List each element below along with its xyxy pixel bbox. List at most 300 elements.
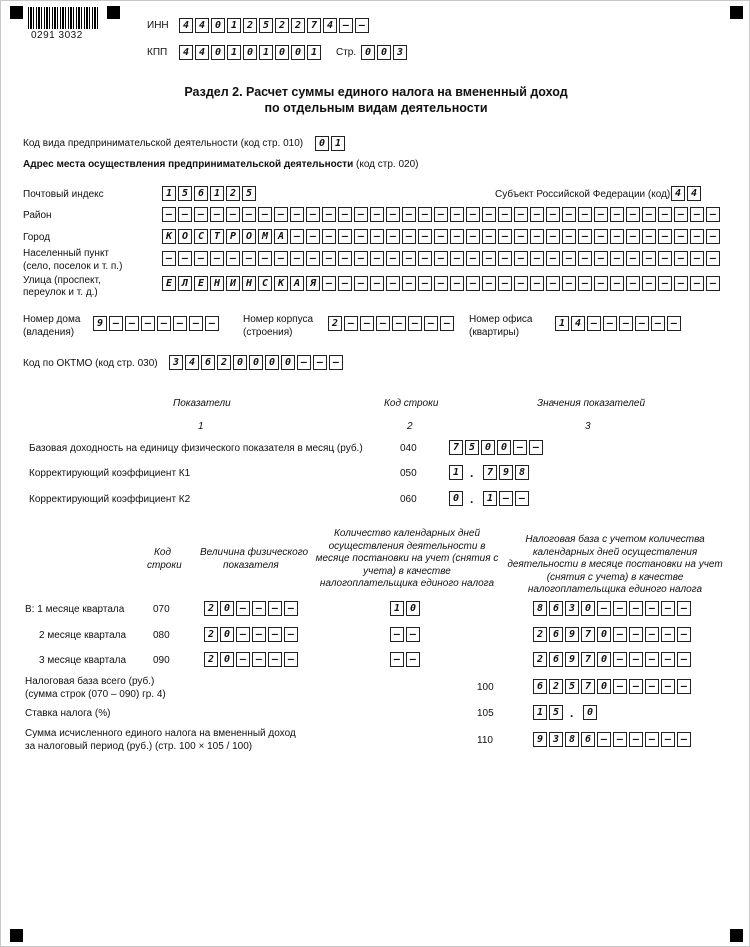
char-cell[interactable]: – [297, 355, 311, 370]
char-cell[interactable]: – [354, 207, 368, 222]
char-cell[interactable]: – [424, 316, 438, 331]
char-cell[interactable]: – [645, 627, 659, 642]
char-cell[interactable]: – [205, 316, 219, 331]
char-cell[interactable]: – [594, 229, 608, 244]
char-cell[interactable]: – [173, 316, 187, 331]
char-cell[interactable]: – [661, 601, 675, 616]
char-cell[interactable]: – [514, 251, 528, 266]
char-cell[interactable]: – [125, 316, 139, 331]
char-cell[interactable]: – [386, 251, 400, 266]
char-cell[interactable]: – [268, 601, 282, 616]
char-cell[interactable]: – [658, 276, 672, 291]
char-cell[interactable]: 1 [533, 705, 547, 720]
char-cell[interactable]: – [610, 251, 624, 266]
char-cell[interactable]: – [587, 316, 601, 331]
char-cell[interactable]: – [466, 251, 480, 266]
char-cell[interactable]: – [178, 207, 192, 222]
char-cell[interactable]: 0 [315, 136, 329, 151]
char-cell[interactable]: – [613, 732, 627, 747]
char-cell[interactable]: – [642, 251, 656, 266]
char-cell[interactable]: 9 [565, 627, 579, 642]
char-cell[interactable]: 3 [565, 601, 579, 616]
char-cell[interactable]: 2 [243, 18, 257, 33]
char-cell[interactable]: М [258, 229, 272, 244]
char-cell[interactable]: 1 [210, 186, 224, 201]
char-cell[interactable]: – [530, 207, 544, 222]
char-cell[interactable]: 0 [275, 45, 289, 60]
char-cell[interactable]: – [386, 229, 400, 244]
char-cell[interactable]: – [613, 652, 627, 667]
char-cell[interactable]: – [402, 207, 416, 222]
char-cell[interactable]: – [578, 276, 592, 291]
char-cell[interactable]: – [466, 207, 480, 222]
k2-integer-field[interactable] [449, 491, 465, 506]
char-cell[interactable]: – [594, 276, 608, 291]
char-cell[interactable]: 4 [179, 18, 193, 33]
char-cell[interactable]: – [370, 207, 384, 222]
building-number-field[interactable] [328, 316, 456, 331]
char-cell[interactable]: – [658, 207, 672, 222]
char-cell[interactable]: – [434, 251, 448, 266]
char-cell[interactable]: – [355, 18, 369, 33]
month-1-days-field[interactable] [390, 601, 422, 616]
char-cell[interactable]: – [658, 251, 672, 266]
char-cell[interactable]: К [162, 229, 176, 244]
base-yield-field[interactable] [449, 440, 545, 455]
char-cell[interactable]: 9 [533, 732, 547, 747]
char-cell[interactable]: 8 [515, 465, 529, 480]
char-cell[interactable]: Е [162, 276, 176, 291]
char-cell[interactable]: – [210, 207, 224, 222]
char-cell[interactable]: – [626, 229, 640, 244]
char-cell[interactable]: – [661, 652, 675, 667]
char-cell[interactable]: – [603, 316, 617, 331]
char-cell[interactable]: 0 [220, 601, 234, 616]
char-cell[interactable]: 2 [533, 652, 547, 667]
char-cell[interactable]: – [274, 251, 288, 266]
char-cell[interactable]: 2 [204, 601, 218, 616]
month-2-days-field[interactable] [390, 627, 422, 642]
char-cell[interactable]: – [482, 251, 496, 266]
char-cell[interactable]: – [338, 229, 352, 244]
char-cell[interactable]: – [658, 229, 672, 244]
char-cell[interactable]: – [498, 229, 512, 244]
char-cell[interactable]: – [661, 679, 675, 694]
char-cell[interactable]: – [677, 679, 691, 694]
char-cell[interactable]: А [274, 229, 288, 244]
char-cell[interactable]: – [466, 276, 480, 291]
char-cell[interactable]: – [645, 601, 659, 616]
char-cell[interactable]: 2 [275, 18, 289, 33]
char-cell[interactable]: – [252, 627, 266, 642]
char-cell[interactable]: – [376, 316, 390, 331]
char-cell[interactable]: – [306, 251, 320, 266]
char-cell[interactable]: – [322, 276, 336, 291]
char-cell[interactable]: 6 [549, 601, 563, 616]
month-2-physical-field[interactable] [204, 627, 300, 642]
char-cell[interactable]: А [290, 276, 304, 291]
char-cell[interactable]: – [360, 316, 374, 331]
char-cell[interactable]: – [252, 601, 266, 616]
char-cell[interactable]: 1 [331, 136, 345, 151]
char-cell[interactable]: 1 [483, 491, 497, 506]
char-cell[interactable]: 0 [211, 45, 225, 60]
char-cell[interactable]: – [284, 652, 298, 667]
char-cell[interactable]: 0 [597, 627, 611, 642]
char-cell[interactable]: – [418, 251, 432, 266]
char-cell[interactable]: 1 [162, 186, 176, 201]
char-cell[interactable]: – [498, 207, 512, 222]
month-3-days-field[interactable] [390, 652, 422, 667]
char-cell[interactable]: – [344, 316, 358, 331]
char-cell[interactable]: 6 [533, 679, 547, 694]
char-cell[interactable]: – [515, 491, 529, 506]
char-cell[interactable]: – [546, 276, 560, 291]
char-cell[interactable]: – [194, 207, 208, 222]
char-cell[interactable]: – [370, 251, 384, 266]
char-cell[interactable]: – [610, 207, 624, 222]
char-cell[interactable]: К [274, 276, 288, 291]
char-cell[interactable]: – [354, 251, 368, 266]
char-cell[interactable]: С [258, 276, 272, 291]
char-cell[interactable]: 9 [93, 316, 107, 331]
char-cell[interactable]: 3 [549, 732, 563, 747]
char-cell[interactable]: – [290, 251, 304, 266]
char-cell[interactable]: – [530, 229, 544, 244]
char-cell[interactable]: 7 [581, 652, 595, 667]
char-cell[interactable]: – [354, 229, 368, 244]
char-cell[interactable]: – [594, 207, 608, 222]
char-cell[interactable]: 5 [465, 440, 479, 455]
char-cell[interactable]: – [402, 251, 416, 266]
char-cell[interactable]: – [661, 627, 675, 642]
char-cell[interactable]: – [390, 652, 404, 667]
char-cell[interactable]: – [651, 316, 665, 331]
char-cell[interactable]: – [440, 316, 454, 331]
char-cell[interactable]: – [499, 491, 513, 506]
char-cell[interactable]: Н [242, 276, 256, 291]
char-cell[interactable]: – [629, 627, 643, 642]
char-cell[interactable]: – [386, 276, 400, 291]
char-cell[interactable]: – [386, 207, 400, 222]
k1-fraction-field[interactable] [483, 465, 531, 480]
char-cell[interactable]: – [613, 627, 627, 642]
char-cell[interactable]: – [390, 627, 404, 642]
char-cell[interactable]: 9 [499, 465, 513, 480]
char-cell[interactable]: – [629, 601, 643, 616]
char-cell[interactable]: – [626, 276, 640, 291]
char-cell[interactable]: – [402, 276, 416, 291]
char-cell[interactable]: 1 [227, 45, 241, 60]
char-cell[interactable]: – [268, 652, 282, 667]
char-cell[interactable]: 1 [259, 45, 273, 60]
char-cell[interactable]: – [513, 440, 527, 455]
char-cell[interactable]: 4 [195, 18, 209, 33]
char-cell[interactable]: – [450, 251, 464, 266]
char-cell[interactable]: – [392, 316, 406, 331]
k1-integer-field[interactable] [449, 465, 465, 480]
char-cell[interactable]: – [677, 601, 691, 616]
char-cell[interactable]: – [189, 316, 203, 331]
char-cell[interactable]: И [226, 276, 240, 291]
char-cell[interactable]: – [450, 276, 464, 291]
char-cell[interactable]: 4 [185, 355, 199, 370]
char-cell[interactable]: – [514, 207, 528, 222]
char-cell[interactable]: – [482, 229, 496, 244]
char-cell[interactable]: – [306, 207, 320, 222]
char-cell[interactable]: 2 [204, 652, 218, 667]
char-cell[interactable]: Н [210, 276, 224, 291]
char-cell[interactable]: 7 [483, 465, 497, 480]
char-cell[interactable]: – [562, 207, 576, 222]
char-cell[interactable]: 0 [211, 18, 225, 33]
tax-amount-field[interactable] [533, 732, 693, 747]
char-cell[interactable]: – [370, 229, 384, 244]
char-cell[interactable]: – [562, 251, 576, 266]
char-cell[interactable]: – [306, 229, 320, 244]
char-cell[interactable]: – [706, 276, 720, 291]
char-cell[interactable]: 0 [233, 355, 247, 370]
activity-code-field[interactable] [315, 136, 347, 151]
total-base-field[interactable] [533, 679, 693, 694]
char-cell[interactable]: 0 [597, 679, 611, 694]
char-cell[interactable]: 0 [220, 652, 234, 667]
char-cell[interactable]: 1 [227, 18, 241, 33]
char-cell[interactable]: 0 [581, 601, 595, 616]
char-cell[interactable]: – [408, 316, 422, 331]
char-cell[interactable]: С [194, 229, 208, 244]
char-cell[interactable]: 0 [481, 440, 495, 455]
char-cell[interactable]: – [434, 229, 448, 244]
char-cell[interactable]: – [645, 732, 659, 747]
city-field[interactable] [162, 229, 722, 244]
char-cell[interactable]: 0 [281, 355, 295, 370]
char-cell[interactable]: 5 [242, 186, 256, 201]
char-cell[interactable]: – [626, 207, 640, 222]
char-cell[interactable]: – [642, 207, 656, 222]
char-cell[interactable]: – [610, 276, 624, 291]
char-cell[interactable]: – [629, 732, 643, 747]
char-cell[interactable]: – [674, 251, 688, 266]
char-cell[interactable]: – [629, 679, 643, 694]
inn-field[interactable] [179, 18, 371, 33]
char-cell[interactable]: – [236, 601, 250, 616]
postal-code-field[interactable] [162, 186, 258, 201]
char-cell[interactable]: – [645, 679, 659, 694]
char-cell[interactable]: 2 [549, 679, 563, 694]
char-cell[interactable]: – [418, 207, 432, 222]
char-cell[interactable]: 4 [687, 186, 701, 201]
char-cell[interactable]: – [313, 355, 327, 370]
char-cell[interactable]: 2 [226, 186, 240, 201]
char-cell[interactable]: – [322, 251, 336, 266]
char-cell[interactable]: – [402, 229, 416, 244]
char-cell[interactable]: 1 [390, 601, 404, 616]
char-cell[interactable]: – [450, 229, 464, 244]
char-cell[interactable]: – [546, 229, 560, 244]
oktmo-field[interactable] [169, 355, 345, 370]
k2-fraction-field[interactable] [483, 491, 531, 506]
char-cell[interactable]: 0 [243, 45, 257, 60]
char-cell[interactable]: – [329, 355, 343, 370]
char-cell[interactable]: – [338, 207, 352, 222]
char-cell[interactable]: 1 [307, 45, 321, 60]
char-cell[interactable]: – [354, 276, 368, 291]
char-cell[interactable]: – [194, 251, 208, 266]
char-cell[interactable]: 4 [323, 18, 337, 33]
char-cell[interactable]: – [706, 229, 720, 244]
char-cell[interactable]: 2 [217, 355, 231, 370]
char-cell[interactable]: 4 [671, 186, 685, 201]
locality-field[interactable] [162, 251, 722, 266]
char-cell[interactable]: – [226, 207, 240, 222]
char-cell[interactable]: – [290, 207, 304, 222]
char-cell[interactable]: 2 [291, 18, 305, 33]
char-cell[interactable]: – [482, 276, 496, 291]
char-cell[interactable]: – [677, 732, 691, 747]
month-1-physical-field[interactable] [204, 601, 300, 616]
char-cell[interactable]: – [434, 207, 448, 222]
char-cell[interactable]: – [562, 276, 576, 291]
char-cell[interactable]: 2 [204, 627, 218, 642]
char-cell[interactable]: 0 [597, 652, 611, 667]
char-cell[interactable]: 0 [291, 45, 305, 60]
char-cell[interactable]: – [546, 251, 560, 266]
char-cell[interactable]: 1 [449, 465, 463, 480]
char-cell[interactable]: 3 [169, 355, 183, 370]
char-cell[interactable]: – [613, 679, 627, 694]
char-cell[interactable]: 7 [449, 440, 463, 455]
char-cell[interactable]: О [242, 229, 256, 244]
char-cell[interactable]: – [157, 316, 171, 331]
char-cell[interactable]: – [514, 276, 528, 291]
char-cell[interactable]: 3 [393, 45, 407, 60]
char-cell[interactable]: – [290, 229, 304, 244]
char-cell[interactable]: – [619, 316, 633, 331]
char-cell[interactable]: 8 [533, 601, 547, 616]
char-cell[interactable]: Р [226, 229, 240, 244]
char-cell[interactable]: – [690, 251, 704, 266]
char-cell[interactable]: – [613, 601, 627, 616]
char-cell[interactable]: – [674, 207, 688, 222]
char-cell[interactable]: – [578, 251, 592, 266]
char-cell[interactable]: – [236, 627, 250, 642]
char-cell[interactable]: – [690, 276, 704, 291]
char-cell[interactable]: – [466, 229, 480, 244]
char-cell[interactable]: – [242, 207, 256, 222]
char-cell[interactable]: 6 [549, 652, 563, 667]
char-cell[interactable]: – [406, 627, 420, 642]
char-cell[interactable]: – [578, 229, 592, 244]
char-cell[interactable]: – [677, 627, 691, 642]
char-cell[interactable]: – [626, 251, 640, 266]
region-code-field[interactable] [671, 186, 703, 201]
char-cell[interactable]: – [706, 207, 720, 222]
char-cell[interactable]: – [162, 251, 176, 266]
char-cell[interactable]: 7 [581, 627, 595, 642]
char-cell[interactable]: – [667, 316, 681, 331]
char-cell[interactable]: – [252, 652, 266, 667]
char-cell[interactable]: О [178, 229, 192, 244]
char-cell[interactable]: – [322, 207, 336, 222]
char-cell[interactable]: 0 [265, 355, 279, 370]
char-cell[interactable]: 8 [565, 732, 579, 747]
char-cell[interactable]: – [635, 316, 649, 331]
char-cell[interactable]: – [514, 229, 528, 244]
char-cell[interactable]: 6 [549, 627, 563, 642]
char-cell[interactable]: – [434, 276, 448, 291]
char-cell[interactable]: Т [210, 229, 224, 244]
char-cell[interactable]: – [530, 251, 544, 266]
char-cell[interactable]: – [236, 652, 250, 667]
char-cell[interactable]: – [141, 316, 155, 331]
char-cell[interactable]: – [677, 652, 691, 667]
char-cell[interactable]: 0 [449, 491, 463, 506]
char-cell[interactable]: – [268, 627, 282, 642]
char-cell[interactable]: – [339, 18, 353, 33]
char-cell[interactable]: – [418, 276, 432, 291]
char-cell[interactable]: – [258, 251, 272, 266]
char-cell[interactable]: 5 [178, 186, 192, 201]
char-cell[interactable]: – [284, 627, 298, 642]
char-cell[interactable]: – [242, 251, 256, 266]
char-cell[interactable]: 0 [220, 627, 234, 642]
char-cell[interactable]: – [162, 207, 176, 222]
char-cell[interactable]: – [338, 251, 352, 266]
char-cell[interactable]: 4 [571, 316, 585, 331]
char-cell[interactable]: 2 [328, 316, 342, 331]
char-cell[interactable]: 0 [497, 440, 511, 455]
char-cell[interactable]: – [418, 229, 432, 244]
month-1-base-field[interactable] [533, 601, 693, 616]
char-cell[interactable]: – [661, 732, 675, 747]
char-cell[interactable]: – [450, 207, 464, 222]
tax-rate-integer-field[interactable] [533, 705, 565, 720]
month-3-physical-field[interactable] [204, 652, 300, 667]
char-cell[interactable]: – [274, 207, 288, 222]
char-cell[interactable]: – [226, 251, 240, 266]
char-cell[interactable]: 7 [307, 18, 321, 33]
char-cell[interactable]: 4 [195, 45, 209, 60]
char-cell[interactable]: 2 [533, 627, 547, 642]
char-cell[interactable]: 6 [201, 355, 215, 370]
month-2-base-field[interactable] [533, 627, 693, 642]
char-cell[interactable]: – [597, 601, 611, 616]
char-cell[interactable]: – [406, 652, 420, 667]
char-cell[interactable]: 5 [565, 679, 579, 694]
char-cell[interactable]: – [210, 251, 224, 266]
char-cell[interactable]: – [322, 229, 336, 244]
char-cell[interactable]: 1 [555, 316, 569, 331]
char-cell[interactable]: 6 [194, 186, 208, 201]
char-cell[interactable]: – [338, 276, 352, 291]
char-cell[interactable]: – [482, 207, 496, 222]
char-cell[interactable]: – [610, 229, 624, 244]
char-cell[interactable]: 0 [249, 355, 263, 370]
char-cell[interactable]: Я [306, 276, 320, 291]
char-cell[interactable]: 5 [549, 705, 563, 720]
char-cell[interactable]: – [178, 251, 192, 266]
char-cell[interactable]: – [530, 276, 544, 291]
office-number-field[interactable] [555, 316, 683, 331]
char-cell[interactable]: 0 [377, 45, 391, 60]
char-cell[interactable]: – [498, 276, 512, 291]
char-cell[interactable]: – [642, 229, 656, 244]
page-number-field[interactable] [361, 45, 409, 60]
district-field[interactable] [162, 207, 722, 222]
char-cell[interactable]: Л [178, 276, 192, 291]
char-cell[interactable]: – [594, 251, 608, 266]
